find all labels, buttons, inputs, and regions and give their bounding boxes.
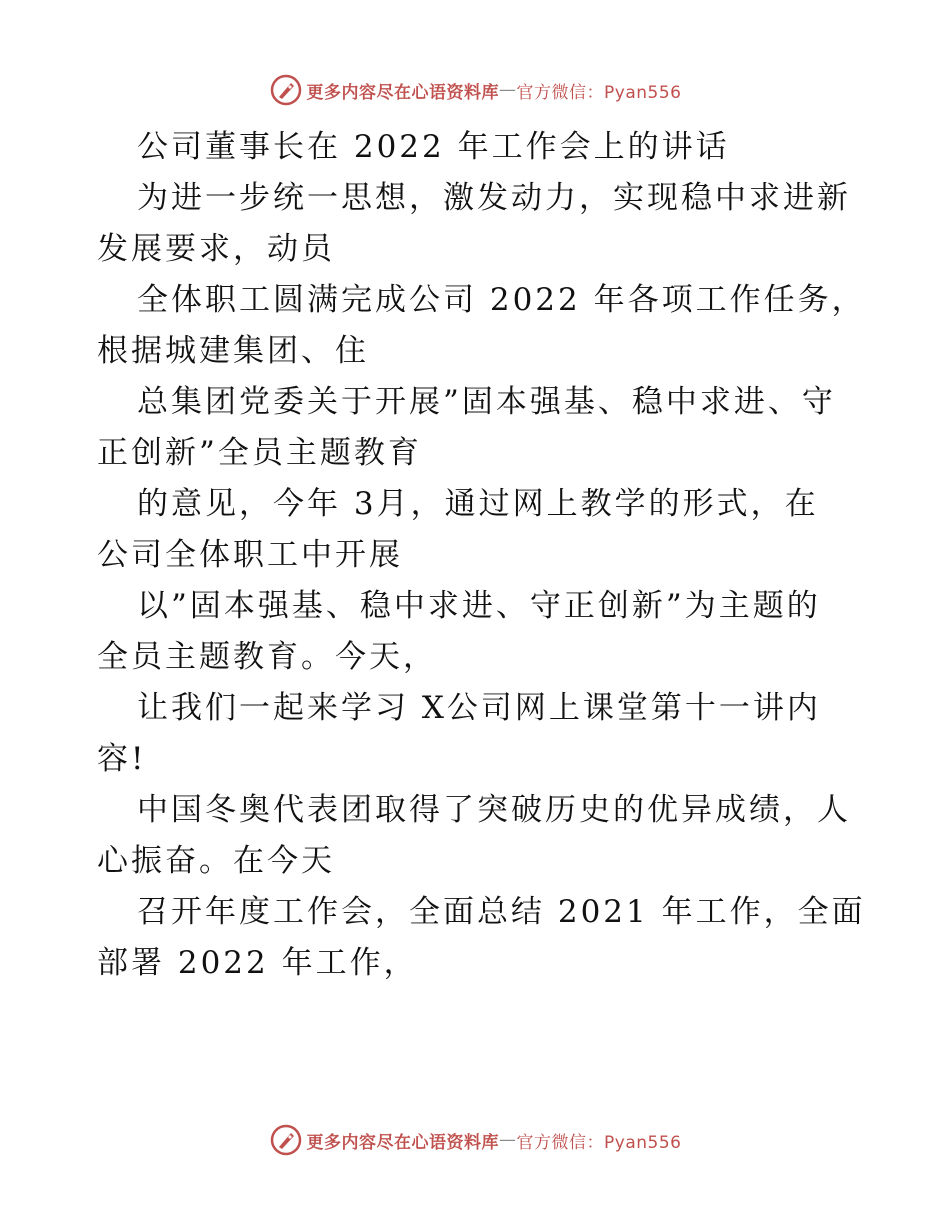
text-line: 中国冬奥代表团取得了突破历史的优异成绩，人	[137, 792, 851, 828]
text-line: 部署 2022 年工作，	[97, 945, 418, 981]
text-line: 全员主题教育。今天，	[97, 639, 437, 675]
pen-nib-logo-icon	[269, 1123, 303, 1157]
watermark-wechat: 官方微信：Pyan556	[516, 82, 682, 103]
text-line: 公司董事长在 2022 年工作会上的讲话	[137, 129, 730, 165]
pen-nib-logo-icon	[269, 73, 303, 107]
watermark-wechat: 官方微信：Pyan556	[516, 1132, 682, 1153]
header-watermark	[0, 70, 950, 110]
watermark-text: 更多内容尽在心语资料库	[306, 82, 500, 103]
text-line: 总集团党委关于开展”固本强基、稳中求进、守	[137, 384, 836, 420]
text-line: 全体职工圆满完成公司 2022 年各项工作任务，	[137, 282, 866, 318]
text-line: 召开年度工作会，全面总结 2021 年工作，全面	[137, 894, 866, 930]
text-line: 为进一步统一思想，激发动力，实现稳中求进新	[137, 180, 851, 216]
watermark-text: 更多内容尽在心语资料库	[306, 1132, 500, 1153]
text-line: 心振奋。在今天	[97, 843, 335, 879]
watermark-separator: —	[499, 80, 517, 100]
text-line: 公司全体职工中开展	[97, 537, 403, 573]
text-line: 发展要求，动员	[97, 231, 335, 267]
text-line: 根据城建集团、住	[97, 333, 369, 369]
text-line: 让我们一起来学习 X公司网上课堂第十一讲内	[137, 690, 821, 726]
footer-watermark	[0, 1120, 950, 1160]
text-line: 容!	[97, 741, 147, 777]
text-line: 以”固本强基、稳中求进、守正创新”为主题的	[137, 588, 821, 624]
document-body	[97, 122, 866, 989]
watermark-separator: —	[499, 1130, 517, 1150]
text-line: 的意见，今年 3月，通过网上教学的形式，在	[137, 486, 819, 522]
text-line: 正创新”全员主题教育	[97, 435, 422, 471]
